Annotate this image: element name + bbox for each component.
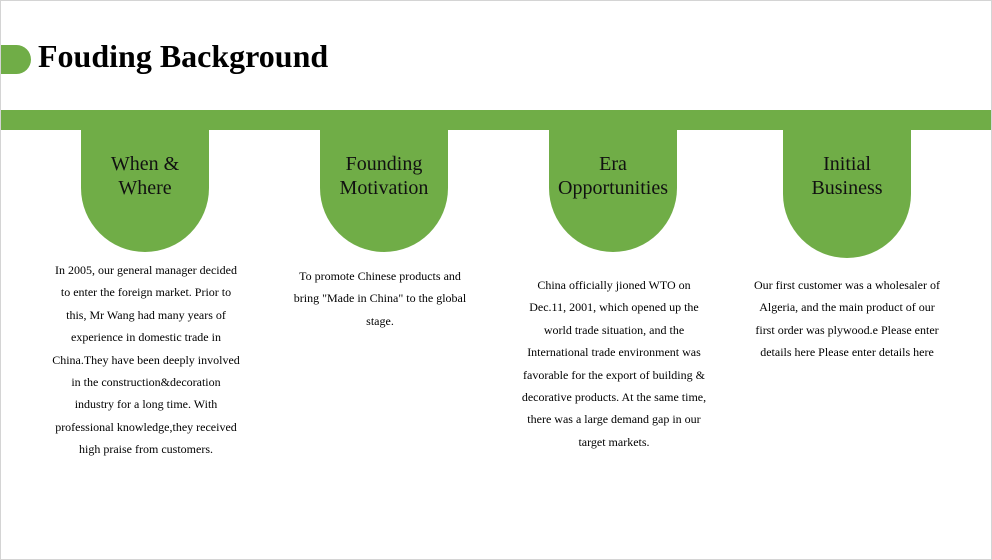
title-marker-shape: [1, 45, 31, 74]
description-initial-business: Our first customer was a wholesaler of Algeria, and the main product of our first order was plywood.e Please enter details here Please enter details here: [754, 278, 940, 360]
tab-initial-business: [783, 129, 911, 258]
description-when-where: In 2005, our general manager decided to enter the foreign market. Prior to this, Mr Wang had many years of experience in domestic trade in China.They have been deeply involved in the construction&decoration industry for a long time. With professional knowledge,they received high praise from customers.: [52, 263, 240, 457]
page-title: Fouding Background: [38, 38, 329, 74]
tab-label: When & Where: [110, 153, 180, 199]
tab-label: Initial Business: [811, 153, 883, 199]
description-era-opportunities: China officially jioned WTO on Dec.11, 2001, which opened up the world trade situation, and the International trade environment was favorable for the export of building & decorative products. At the same time, there was a large demand gap in our target markets.: [521, 278, 707, 449]
green-banner-band: [1, 110, 991, 130]
tab-label: Era Opportunities: [558, 153, 668, 199]
tab-when-where: [81, 129, 209, 252]
tab-founding-motivation: [320, 129, 448, 252]
tab-era-opportunities: [549, 129, 677, 252]
description-founding-motivation: To promote Chinese products and bring "Made in China" to the global stage.: [293, 269, 467, 328]
tab-label: Founding Motivation: [339, 153, 429, 199]
